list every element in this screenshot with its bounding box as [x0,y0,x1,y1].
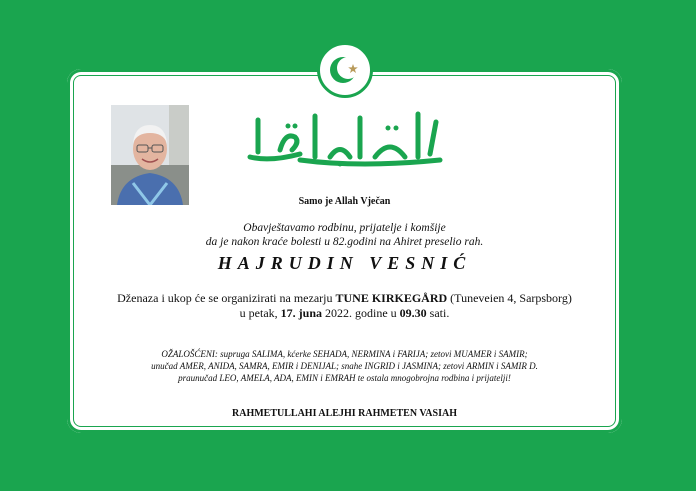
crescent-star-icon [317,42,373,98]
funeral-text: 2022. godine u [322,306,400,320]
portrait-photo [111,105,189,205]
deceased-name: HAJRUDIN VESNIĆ [217,253,472,273]
funeral-time: 09.30 [399,306,427,320]
funeral-date: 17. juna [280,306,322,320]
funeral-text: sati. [426,306,450,320]
mourners-line-2: unučad AMER, ANIDA, SAMRA, EMIR i DENIJAL; snahe INGRID i JASMINA; zetovi ARMIN i SAMIR D. [151,361,538,371]
mourners-line-1: OŽALOŠĆENI: supruga SALIMA, kćerke SEHADA, NERMINA i FARIJA; zetovi MUAMER i SAMIR; [161,349,528,359]
closing-prayer: RAHMETULLAHI ALEJHI RAHMETEN VASIAH [232,408,457,419]
funeral-text: u petak, [239,306,281,320]
funeral-line-1 [67,291,622,306]
mourners-line-3: praunučad LEO, AMELA, ADA, EMIN i EMRAH te ostala mnogobrojna rodbina i prijatelji! [178,373,511,383]
funeral-text: (Tuneveien 4, Sarpsborg) [447,291,572,305]
cemetery-name: TUNE KIRKEGÅRD [335,291,448,305]
heading: Samo je Allah Vječan [298,196,391,207]
intro-line-2: da je nakon kraće bolesti u 82.godini na Ahiret preselio rah. [205,236,484,248]
funeral-line-2 [67,306,622,321]
intro-line-1: Obavještavamo rodbinu, prijatelje i komšije [243,222,446,234]
arabic-calligraphy [240,102,450,172]
funeral-text: Dženaza i ukop će se organizirati na mezarju [117,291,336,305]
